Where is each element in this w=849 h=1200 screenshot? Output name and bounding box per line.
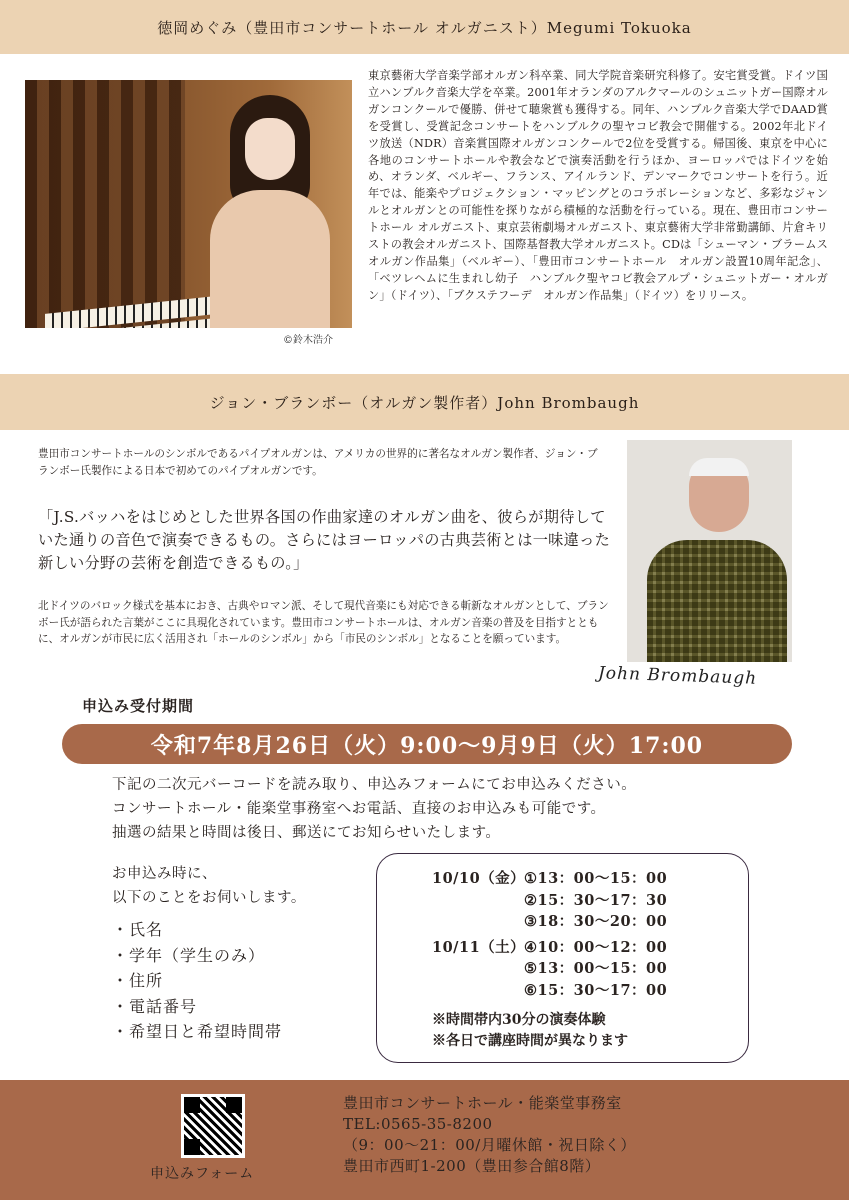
office-tel: TEL:0565-35-8200 (343, 1115, 493, 1133)
schedule-row (432, 911, 667, 933)
qr-code[interactable] (181, 1094, 245, 1158)
office-name: 豊田市コンサートホール・能楽堂事務室 (343, 1094, 622, 1112)
ask-item: ・住所 (112, 971, 164, 990)
schedule-slot: ⑥15：30～17：00 (524, 981, 668, 999)
ask-item: ・学年（学生のみ） (112, 945, 266, 965)
organist-heading: 徳岡めぐみ（豊田市コンサートホール オルガニスト）Megumi Tokuoka (157, 18, 692, 37)
organist-heading-band (0, 0, 849, 54)
ask-item: ・希望日と希望時間帯 (112, 1022, 283, 1041)
schedule-row (432, 958, 667, 980)
builder-heading: ジョン・ブランボー（オルガン製作者）John Brombaugh (209, 393, 640, 412)
builder-heading-band (0, 374, 849, 430)
schedule-row (432, 890, 667, 912)
builder-intro: 豊田市コンサートホールのシンボルであるパイプオルガンは、アメリカの世界的に著名なオルガン製作者、ジョン・ブランボー氏製作による日本で初めてのパイプオルガンです。 (38, 448, 598, 477)
photo-credit: ©鈴木浩介 (283, 335, 333, 346)
organist-photo (25, 80, 352, 328)
ask-title (112, 862, 306, 910)
schedule-row (432, 937, 667, 959)
schedule-slot: ②15：30～17：30 (524, 891, 668, 909)
office-address: 豊田市西町1-200（豊田参合館8階） (343, 1157, 601, 1175)
schedule-slot: ⑤13：00～15：00 (524, 960, 668, 977)
contact-info (343, 1093, 636, 1177)
office-hours: （9：00～21：00/月曜休館・祝日除く） (343, 1136, 636, 1154)
schedule-slot: ④10：00～12：00 (524, 938, 668, 956)
schedule-slot: ③18：30～20：00 (524, 913, 668, 930)
schedule-note: ※各日で講座時間が異なります (432, 1033, 628, 1049)
period-bar (62, 724, 792, 764)
schedule-date: 10/10（金） (432, 870, 526, 887)
schedule-row (432, 868, 667, 890)
ask-item: ・氏名 (112, 920, 164, 939)
instruction-line: コンサートホール・能楽堂事務室へお電話、直接のお申込みも可能です。 (112, 801, 606, 817)
ask-list (112, 917, 282, 1045)
instruction-line: 下記の二次元バーコードを読み取り、申込みフォームにてお申込みください。 (112, 777, 637, 793)
organist-bio: 東京藝術大学音楽学部オルガン科卒業、同大学院音楽研究科修了。安宅賞受賞。ドイツ国立ハンブルク音楽大学を卒業。2001年オランダのアルクマールのシュニットガー国際オルガンコンクールで優勝、併せて聴衆賞も獲得する。同年、ハンブルク音楽大学でDAAD賞を受賞し、受賞記念コンサートをハンブルクの聖ヤコビ教会で開催する。2002年北ドイツ放送（NDR）音楽賞国際オルガンコンクールで2位を受賞する。帰国後、東京を中心に各地のコンサートホールや教会などで演奏活動を行うほか、ヨーロッパではドイツを始め、オランダ、ベルギー、フランス、アイルランド、デンマークでコンサートを行う。近年では、能楽やプロジェクション・マッピングとのコラボレーションなど、多彩なジャンルとオルガンとの可能性を探りながら積極的な活動を行っている。現在、豊田市コンサートホール オルガニスト、東京芸術劇場オルガニスト、東京藝術大学非常勤講師、片倉キリストの教会オルガニスト、国際基督教大学オルガニスト。CDは「シューマン・ブラームス オルガン作品集」（ベルギー）、「豊田市コンサートホール オルガン設置10周年記念」、「ベツレヘムに生まれし幼子 ハンブルク聖ヤコビ教会アルプ・シュニットガー・オルガン」（ドイツ）、「ブクステフーデ オルガン作品集」（ドイツ）をリリース。 (368, 69, 840, 302)
schedule-row (432, 980, 667, 1002)
ask-title-line: 以下のことをお伺いします。 (112, 890, 306, 906)
ask-item: ・電話番号 (112, 996, 198, 1016)
ask-title-line: お申込み時に、 (112, 866, 217, 882)
schedule-date: 10/11（土） (432, 938, 526, 956)
schedule-slot: ①13：00～15：00 (524, 870, 668, 887)
period-text: 令和7年8月26日（火）9:00～9月9日（火）17:00 (150, 732, 704, 759)
qr-label: 申込みフォーム (150, 1166, 255, 1182)
schedule (432, 868, 667, 1001)
instruction-line: 抽選の結果と時間は後日、郵送にてお知らせいたします。 (112, 825, 501, 841)
period-label: 申込み受付期間 (82, 697, 195, 715)
schedule-note: ※時間帯内30分の演奏体験 (432, 1012, 606, 1028)
builder-description: 北ドイツのバロック様式を基本におき、古典やロマン派、そして現代音楽にも対応できる斬新なオルガンとして、ブランボー氏が語られた言葉がここに具現化されています。豊田市コンサートホールは、オルガン音楽の普及を目指すとともに、オルガンが市民に広く活用され「ホールのシンボル」から「市民のシンボル」となることを願っています。 (38, 600, 609, 645)
builder-signature: John Brombaugh (597, 663, 758, 689)
builder-quote: 「J.S.バッハをはじめとした世界各国の作曲家達のオルガン曲を、彼らが期待していた通りの音色で演奏できるもの。さらにはヨーロッパの古典芸術とは一味違った新しい分野の芸術を創造できるもの。」 (38, 508, 611, 572)
builder-photo (627, 440, 792, 662)
schedule-notes (432, 1010, 628, 1052)
instructions (112, 773, 636, 845)
